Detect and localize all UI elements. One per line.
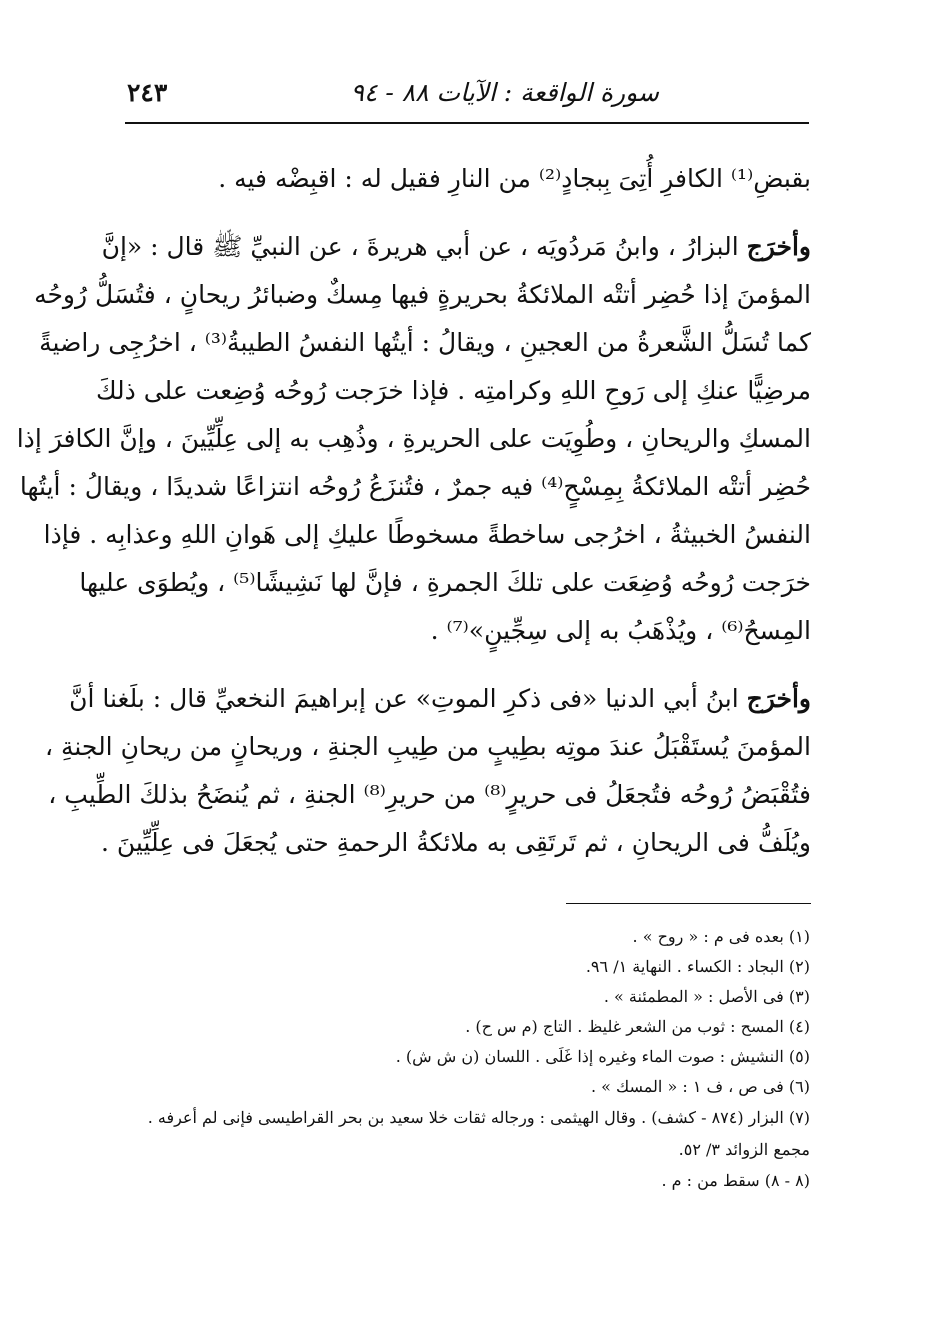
footnotes (118, 922, 810, 1196)
text-line: حُضِر أتتْه الملائكةُ بِمِسْحٍ⁽⁴⁾ فيه جمرٌ ، فتُنزَعُ رُوحُه انتزاعًا شديدًا ، ويقالُ : أيتُها (19, 472, 811, 501)
text-line: المؤمنَ إذا حُضِر أتتْه الملائكةُ بحريرةٍ فيها مِسكٌ وضبائرُ ريحانٍ ، فتُسَلُّ رُوحُه (34, 280, 811, 309)
page-header (125, 78, 809, 118)
header-divider (125, 122, 809, 124)
footnote: (٢) البجاد : الكساء . النهاية ١/ ٩٦. (585, 957, 810, 976)
running-title: سورة الواقعة : الآيات ٨٨ - ٩٤ (350, 78, 659, 107)
text-line: المؤمنَ يُستَقْبَلُ عندَ موتِه بطِيبٍ من طِيبِ الجنةِ ، وريحانٍ من ريحانِ الجنةِ ، (44, 732, 811, 761)
text-line: المسكِ والريحانِ ، وطُوِيَت على الحريرةِ ، وذُهِب به إلى عِلِّيِّينَ ، وإنَّ الكافرَ إذا (16, 424, 811, 453)
footnote: (٣) فى الأصل : « المطمئنة » . (603, 987, 810, 1006)
text-line (101, 223, 811, 271)
paragraph-lead-word: وأخرَج (746, 684, 811, 713)
text-line-rest: ابنُ أبي الدنيا «فى ذكرِ الموتِ» عن إبراهيمَ النخعيِّ قال : بلَغنا أنَّ (69, 684, 747, 713)
footnote-divider (566, 903, 811, 904)
paragraph-gap (125, 203, 811, 223)
footnote: (٤) المسح : ثوب من الشعر غليظ . التاج (م س ح) . (465, 1017, 810, 1036)
text-line: فتُقْبَضُ رُوحُه فتُجعَلُ فى حريرٍ⁽⁸⁾ من حريرِ⁽⁸⁾ الجنةِ ، ثم يُنضَحُ بذلكَ الطِّيبِ ، (48, 780, 811, 809)
text-line: بقبضِ⁽¹⁾ الكافرِ أُتِىَ بِبجادٍ⁽²⁾ من النارِ فقيل له : اقبِضْه فيه . (218, 164, 811, 193)
footnote: (٦) فى ص ، ف ١ : « المسك » . (591, 1077, 810, 1096)
text-line: ويُلَفُّ فى الريحانِ ، ثم تَرتَقِى به ملائكةُ الرحمةِ حتى يُجعَلَ فى عِلِّيِّينَ . (100, 828, 811, 857)
text-line: خرَجت رُوحُه وُضِعَت على تلكَ الجمرةِ ، فإنَّ لها نَشِيشًا⁽⁵⁾ ، ويُطوَى عليها (79, 568, 811, 597)
footnote: (٨ - ٨) سقط من : م . (661, 1171, 810, 1190)
paragraph-gap (125, 655, 811, 675)
text-line: مرضِيًّا عنكِ إلى رَوحِ اللهِ وكرامتِه . فإذا خرَجت رُوحُه وُضِعت على ذلكَ (95, 376, 811, 405)
footnote: (٥) النشيش : صوت الماء وغيره إذا غَلَى . اللسان (ن ش ش) . (395, 1047, 810, 1066)
footnote: (٧) البزار (٨٧٤ - كشف) . وقال الهيثمى : ورجاله ثقات خلا سعيد بن بحر القراطيسى فإنى لم أعرفه . مجمع الزوائد ٣/ ٥٢. (147, 1108, 810, 1159)
text-line: النفسُ الخبيثةُ ، اخرُجى ساخطةً مسخوطًا عليكِ إلى هَوانِ اللهِ وعذابِه . فإذا (43, 520, 811, 549)
text-line: المِسحُ⁽⁶⁾ ، ويُذْهَبُ به إلى سِجِّينٍ»⁽⁷⁾ . (430, 616, 811, 645)
paragraph-lead-word: وأخرَج (746, 232, 811, 261)
text-line: كما تُسَلُّ الشَّعرةُ من العجينِ ، ويقالُ : أيتُها النفسُ الطيبةُ⁽³⁾ ، اخرُجِى راضيةً (39, 328, 811, 357)
main-text (16, 155, 811, 867)
text-line (69, 675, 811, 723)
footnote: (١) بعده فى م : « روح » . (632, 927, 810, 946)
page-number: ٢٤٣ (127, 78, 168, 107)
text-line-rest: البزارُ ، وابنُ مَردُويَه ، عن أبي هريرةَ ، عن النبيِّ ﷺ قال : «إنَّ (101, 232, 747, 261)
